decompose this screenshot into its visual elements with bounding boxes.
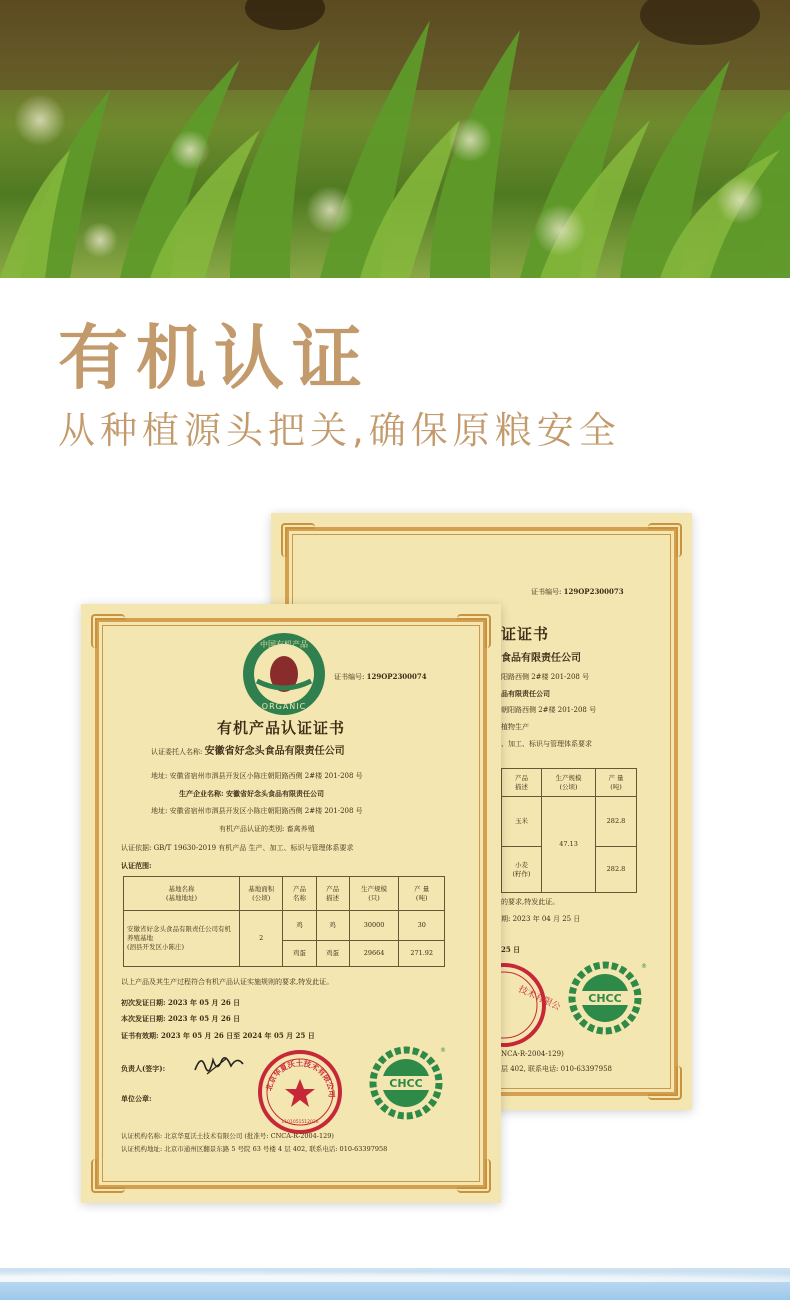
table-header-cell: 产 量 (吨) [399, 877, 445, 911]
chcc-logo-text: CHCC [389, 1077, 423, 1090]
this-issue-date: 本次发证日期: 2023 年 05 月 26 日 [121, 1014, 241, 1023]
base-name: 安徽省好念头食品有限责任公司有机养殖基地 [127, 925, 231, 942]
table-header-row [124, 877, 445, 911]
page-subtitle: 从种植源头把关,确保原粮安全 [58, 409, 621, 452]
ornament-corner [457, 1159, 491, 1193]
table-cell: 鸡蛋 [283, 941, 316, 967]
table-cell: 282.8 [595, 797, 636, 847]
table-header-row [502, 769, 637, 797]
cert-text-line: 阳路西侧 2#楼 201-208 号 [501, 673, 590, 681]
table-cell: 271.92 [399, 941, 445, 967]
cert-text-line: 以上产品及其生产过程符合有机产品认证实施规则的要求,特发此证。 [121, 978, 334, 986]
svg-text:®: ® [641, 963, 647, 970]
table-header-cell: 产 量 (吨) [595, 769, 636, 797]
logo-bottom-text: ORGANIC [261, 702, 307, 711]
chcc-logo [569, 962, 645, 1034]
page-title: 有机认证 [58, 317, 370, 399]
table-cell: 鸡 [283, 911, 316, 941]
cert-text-line: 25 日 [501, 945, 521, 954]
red-seal-stamp [496, 961, 562, 1049]
table-cell: 282.8 [595, 847, 636, 893]
signer-label: 负责人(签字): [121, 1064, 166, 1073]
issuer-address-line: 认证机构地址: 北京市通州区翻景东路 5 号院 63 号楼 4 层 402, 联系电话: 010-63397958 [121, 1145, 388, 1153]
cert-text-line: 层 402, 联系电话: 010-63397958 [501, 1065, 612, 1073]
cert-number-label: 证书编号: [531, 588, 562, 596]
cert-text-line: 有机产品认证的类别: 畜禽养殖 [219, 825, 315, 833]
cert-title-fragment: 证证书 [501, 625, 550, 643]
cert-text-line: 植物生产 [501, 723, 529, 731]
cert-title: 有机产品认证证书 [217, 719, 346, 737]
table-header-cell: 生产规模 (只) [349, 877, 399, 911]
cert-text-line: 地址: 安徽省宿州市泗县开发区小陈庄朝阳路西侧 2#楼 201-208 号 [151, 807, 363, 815]
seal-label: 单位公章: [121, 1094, 152, 1103]
ornament-corner [91, 614, 125, 648]
base-address: (泗县开发区小陈庄) [127, 943, 185, 951]
table-row [502, 797, 637, 847]
seal-code: 1101051512026 [281, 1120, 319, 1125]
table-cell: 小麦 (籽作) [502, 847, 542, 893]
table-cell: 玉米 [502, 797, 542, 847]
logo-top-text: 中国有机产品 [260, 640, 308, 649]
cert-text-line: 生产企业名称: 安徽省好念头食品有限责任公司 [179, 789, 325, 798]
crop-field-banner-image [0, 0, 790, 278]
cert-text-line: 朝阳路西侧 2#楼 201-208 号 [501, 706, 597, 714]
cert-text-line: NCA-R-2004-129) [501, 1050, 564, 1058]
client-name: 安徽省好念头食品有限责任公司 [204, 746, 345, 757]
cert-client-fragment: 食品有限责任公司 [501, 653, 581, 664]
cert-number: 129OP2300073 [563, 587, 624, 596]
cert-number-row [334, 672, 427, 682]
ornament-corner [648, 1066, 682, 1100]
red-seal-stamp [257, 1049, 343, 1135]
first-issue-date: 初次发证日期: 2023 年 05 月 26 日 [121, 998, 241, 1007]
cert-scope-table [501, 768, 637, 893]
issuer-name-line: 认证机构名称: 北京华夏沃土技术有限公司 (批准号: CNCA-R-2004-129) [121, 1132, 334, 1140]
cert-number: 129OP2300074 [366, 672, 427, 681]
svg-text:®: ® [440, 1047, 446, 1054]
svg-text:技术有限公: 技术有限公 [516, 984, 562, 1013]
table-header-cell: 产品 描述 [502, 769, 542, 797]
table-cell: 30000 [349, 911, 399, 941]
cert-text-line: 期: 2023 年 04 月 25 日 [501, 915, 581, 923]
table-cell: 30 [399, 911, 445, 941]
table-row [124, 911, 445, 941]
client-label: 认证委托人名称: [151, 748, 203, 756]
ornament-corner [457, 614, 491, 648]
sky-strip-image [0, 1268, 790, 1300]
seal-text: 北京华夏沃土技术有限公司 [264, 1058, 337, 1098]
table-cell: 鸡蛋 [316, 941, 349, 967]
client-row [151, 746, 345, 758]
table-cell [124, 911, 240, 967]
table-cell: 鸡 [316, 911, 349, 941]
chcc-logo-text: CHCC [588, 992, 622, 1005]
cert-text-line: 品有限责任公司 [501, 689, 550, 698]
cert-text-line: 认证范围: [121, 861, 152, 870]
ornament-corner [281, 523, 315, 557]
table-header-cell: 基地面积 (公顷) [239, 877, 282, 911]
table-cell: 47.13 [542, 797, 596, 893]
cert-number-label: 证书编号: [334, 673, 365, 681]
table-header-cell: 基地名称 (基地地址) [124, 877, 240, 911]
chcc-logo [370, 1045, 446, 1119]
cert-text-line: 认证依据: GB/T 19630-2019 有机产品 生产、加工、标识与管理体系要求 [121, 844, 354, 852]
cert-text-line: 地址: 安徽省宿州市泗县开发区小陈庄朝阳路西侧 2#楼 201-208 号 [151, 772, 363, 780]
table-header-cell: 生产规模 (公顷) [542, 769, 596, 797]
table-header-cell: 产品 描述 [316, 877, 349, 911]
certificate-front [81, 604, 501, 1203]
table-cell: 2 [239, 911, 282, 967]
cert-number-row [531, 587, 624, 597]
ornament-corner [91, 1159, 125, 1193]
table-header-cell: 产品 名称 [283, 877, 316, 911]
table-cell: 29664 [349, 941, 399, 967]
ornament-corner [648, 523, 682, 557]
cert-scope-table [123, 876, 445, 967]
handwritten-signature [193, 1052, 245, 1078]
cert-text-line: 、加工、标识与管理体系要求 [501, 740, 592, 748]
organic-product-logo [241, 631, 327, 717]
validity-period: 证书有效期: 2023 年 05 月 26 日至 2024 年 05 月 25 日 [121, 1031, 315, 1040]
cert-text-line: 的要求,特发此证。 [501, 898, 560, 906]
